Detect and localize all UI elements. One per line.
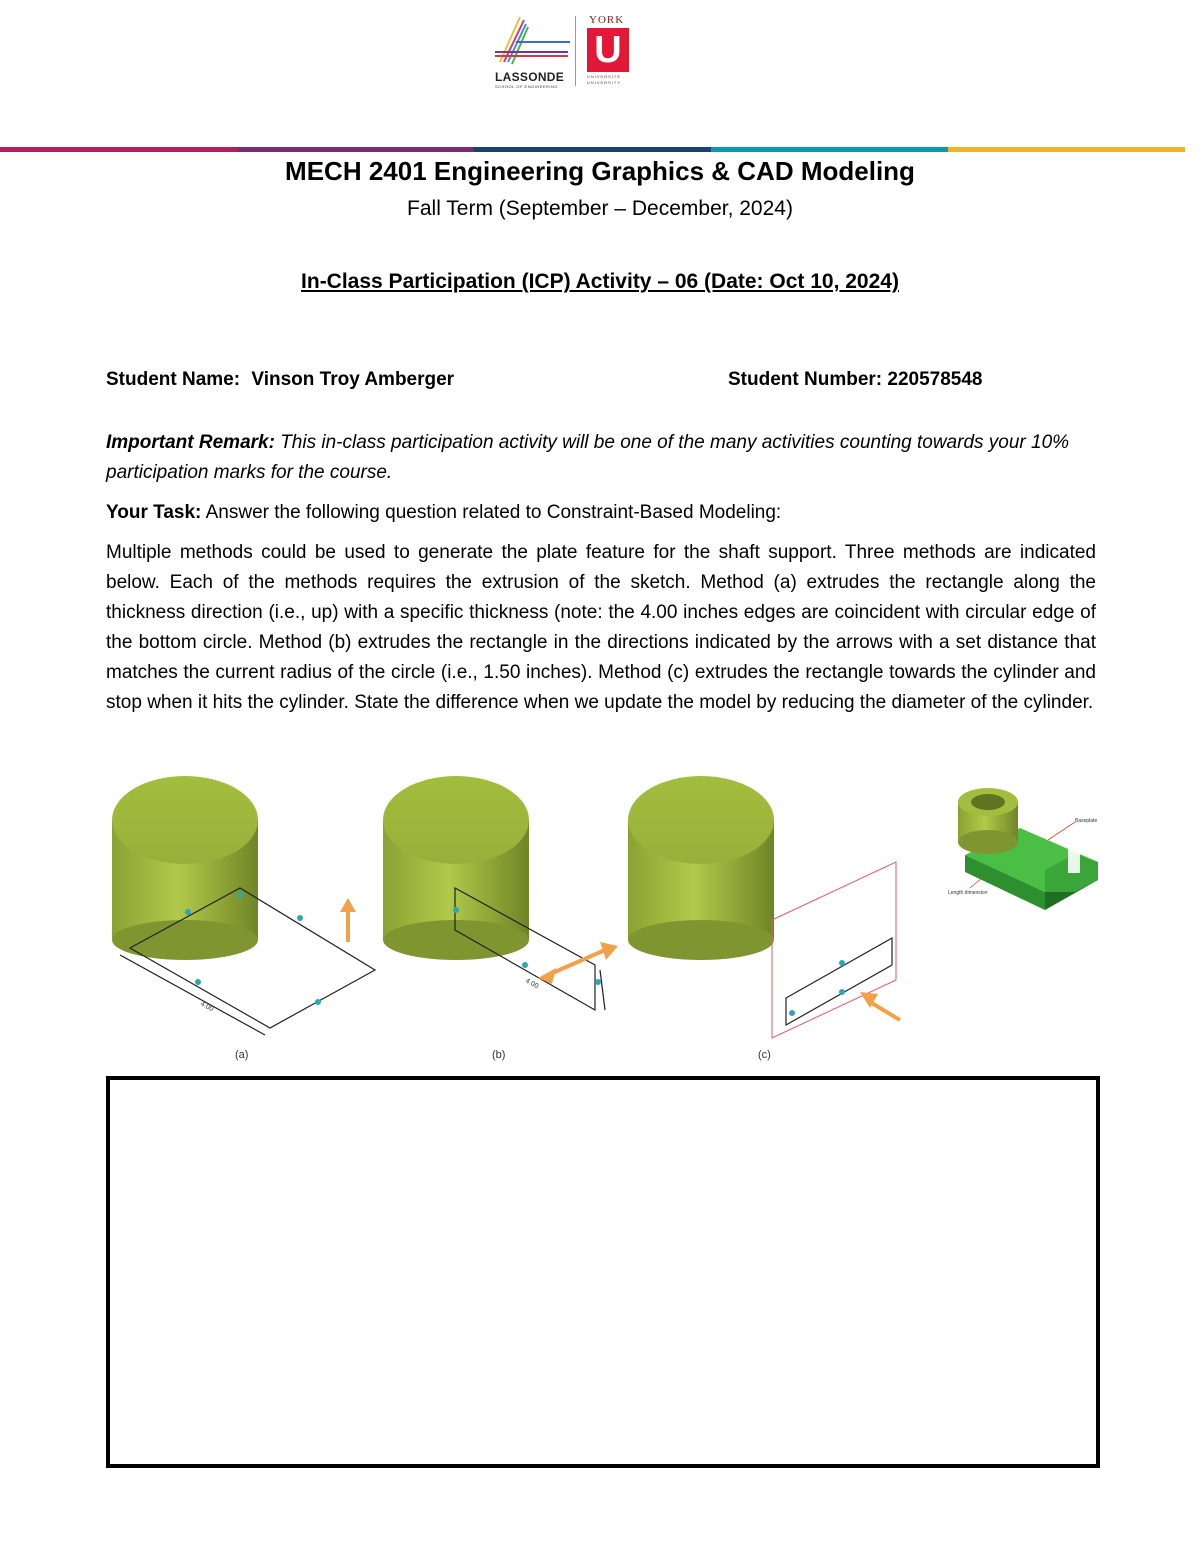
color-bar-segment [0,147,237,152]
length-callout: Length dimension [948,890,988,896]
activity-heading: In-Class Participation (ICP) Activity – 06 (Date: Oct 10, 2024) [301,270,899,293]
question-paragraph: Multiple methods could be used to generate the plate feature for the shaft support. Three methods are indicated below. Each of the methods requires the extrusion of the sketch. Method (a) extrudes the rectangle along the thickness direction (i.e., up) with a specific thickness (note: the 4.00 inches edges are coincident with circular edge of the bottom circle. Method (b) extrudes the rectangle in the directions indicated by the arrows with a set distance that matches the current radius of the circle (i.e., 1.50 inches). Method (c) extrudes the rectangle towards the cylinder and stop when it hits the cylinder. State the difference when we update the model by reducing the diameter of the cylinder. [106,542,1096,713]
constraint-marker [185,909,191,915]
task-text: Answer the following question related to Constraint-Based Modeling: [201,502,782,523]
task-line [106,498,1096,528]
figure-label-c: (c) [758,1049,771,1061]
lassonde-subtext: SCHOOL OF ENGINEERING [495,84,559,89]
cylinder-a [112,776,258,960]
color-bar-segment [237,147,474,152]
color-bar-segment [474,147,711,152]
lassonde-mark-icon [490,12,580,72]
length-leader-line [970,878,982,888]
baseplate-callout: Baseplate [1075,818,1098,824]
course-title: MECH 2401 Engineering Graphics & CAD Modeling [285,156,915,186]
constraint-marker [839,960,845,966]
extrude-both-directions-arrow-icon [538,942,618,984]
baseplate-leader-line [1048,822,1075,840]
constraint-marker [195,979,201,985]
remark-text: This in-class participation activity will be one of the many activities counting towards your 10% participation marks for the course. [106,432,1070,483]
figure-label-b: (b) [492,1049,506,1061]
answer-text [110,1080,1096,1104]
york-u-letter: U [594,29,622,71]
constraint-marker [315,999,321,1005]
student-name-label: Student Name: [106,369,241,390]
logo-divider [575,16,576,86]
cylinder-c [628,776,774,960]
student-name-row [106,369,454,391]
important-remark [106,428,1096,488]
student-number-label: Student Number: [728,369,883,390]
answer-box[interactable] [106,1076,1100,1468]
constraint-marker [297,915,303,921]
remark-label: Important Remark: [106,432,275,453]
student-number-row [728,369,983,391]
color-bar-segment [711,147,948,152]
cylinder-b [383,776,529,960]
york-subtext: UNIVERSITÉ UNIVERSITY [587,74,622,85]
constraint-marker [839,989,845,995]
dimension-b: 4.00 [524,977,540,991]
extrude-toward-cylinder-arrow-icon [860,992,900,1020]
student-name-value: Vinson Troy Amberger [251,369,455,390]
color-bar-segment [948,147,1185,152]
task-label: Your Task: [106,502,202,523]
student-number-value: 220578548 [887,369,983,390]
constraint-marker [237,892,243,898]
york-u-mark-icon [587,28,629,72]
figure-label-a: (a) [235,1049,249,1061]
constraint-marker [595,979,601,985]
university-logo [490,12,640,90]
constraint-marker [789,1010,795,1016]
dimension-a: 4.00 [199,1000,215,1014]
constraint-marker [522,962,528,968]
course-term: Fall Term (September – December, 2024) [407,197,793,220]
header-color-bar [0,147,1185,152]
extrusion-figure-svg [100,770,1100,1070]
lassonde-wordmark: LASSONDE [495,70,565,84]
constraint-marker [453,907,459,913]
extrusion-methods-figure [100,770,1100,1070]
york-wordmark: YORK [589,14,625,26]
extrude-up-arrow-icon [340,898,356,942]
